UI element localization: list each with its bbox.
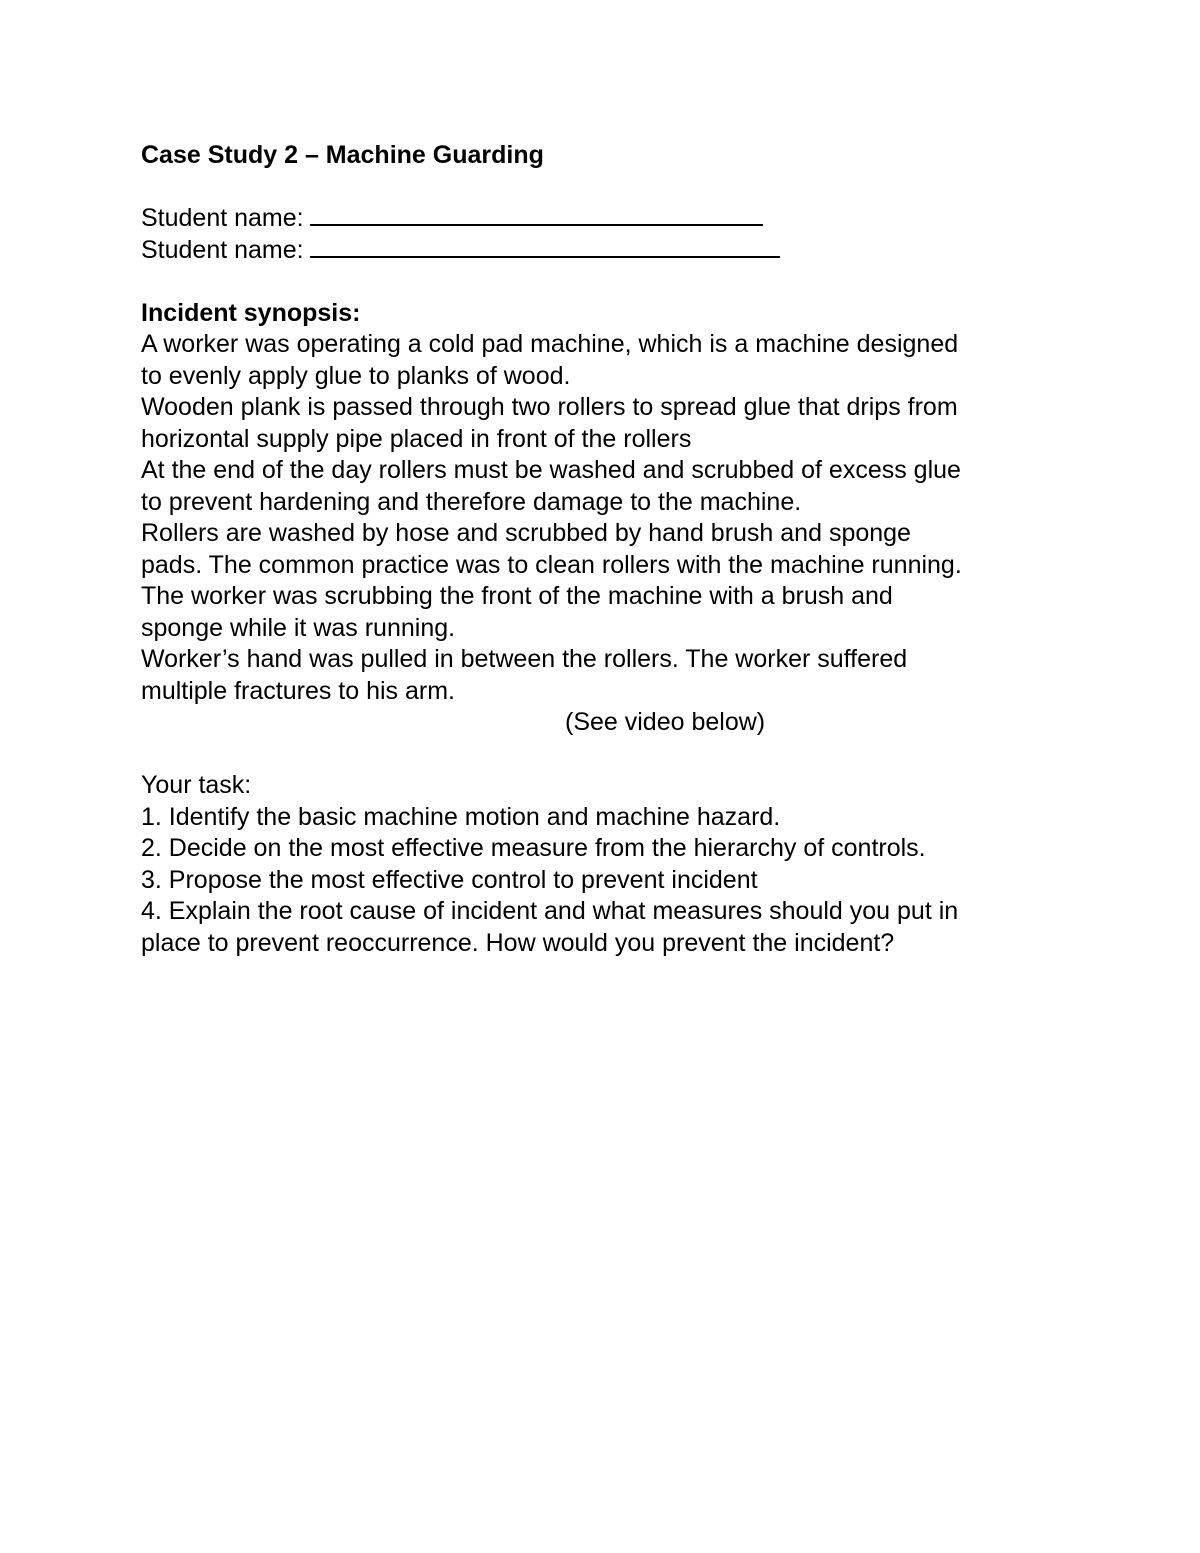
synopsis-line: The worker was scrubbing the front of the machine with a brush and [141,582,893,610]
synopsis-line: Rollers are washed by hose and scrubbed by hand brush and sponge [141,519,911,547]
student-name-row-1 [141,203,1061,235]
task-item: 3. Propose the most effective control to prevent incident [141,865,758,894]
synopsis-line: At the end of the day rollers must be washed and scrubbed of excess glue [141,456,961,484]
synopsis-line: to evenly apply glue to planks of wood. [141,361,571,390]
student-name-row-2 [141,235,1061,267]
video-note: (See video below) [565,708,766,736]
synopsis-line: to prevent hardening and therefore damage to the machine. [141,487,802,516]
task-item: 4. Explain the root cause of incident and what measures should you put in [141,897,959,925]
task-heading: Your task: [141,771,252,799]
task-item: place to prevent reoccurrence. How would you prevent the incident? [141,928,895,957]
document-title: Case Study 2 – Machine Guarding [141,141,544,169]
synopsis-line: horizontal supply pipe placed in front of the rollers [141,424,692,453]
student-name-blank-line [310,204,763,226]
synopsis-line: Worker’s hand was pulled in between the rollers. The worker suffered [141,645,908,673]
synopsis-heading: Incident synopsis: [141,298,361,327]
task-item: 1. Identify the basic machine motion and machine hazard. [141,802,781,831]
synopsis-line: pads. The common practice was to clean rollers with the machine running. [141,550,962,579]
spacer [141,172,1061,204]
spacer [141,739,1061,771]
document-page [141,140,1061,959]
student-name-label: Student name: [141,204,304,232]
synopsis-line: Wooden plank is passed through two rollers to spread glue that drips from [141,393,958,421]
task-item: 2. Decide on the most effective measure from the hierarchy of controls. [141,834,926,862]
student-name-blank-line [310,236,780,258]
synopsis-line: A worker was operating a cold pad machine, which is a machine designed [141,330,959,358]
synopsis-line: sponge while it was running. [141,613,456,642]
student-name-label: Student name: [141,235,304,264]
synopsis-line: multiple fractures to his arm. [141,676,455,705]
spacer [141,266,1061,298]
